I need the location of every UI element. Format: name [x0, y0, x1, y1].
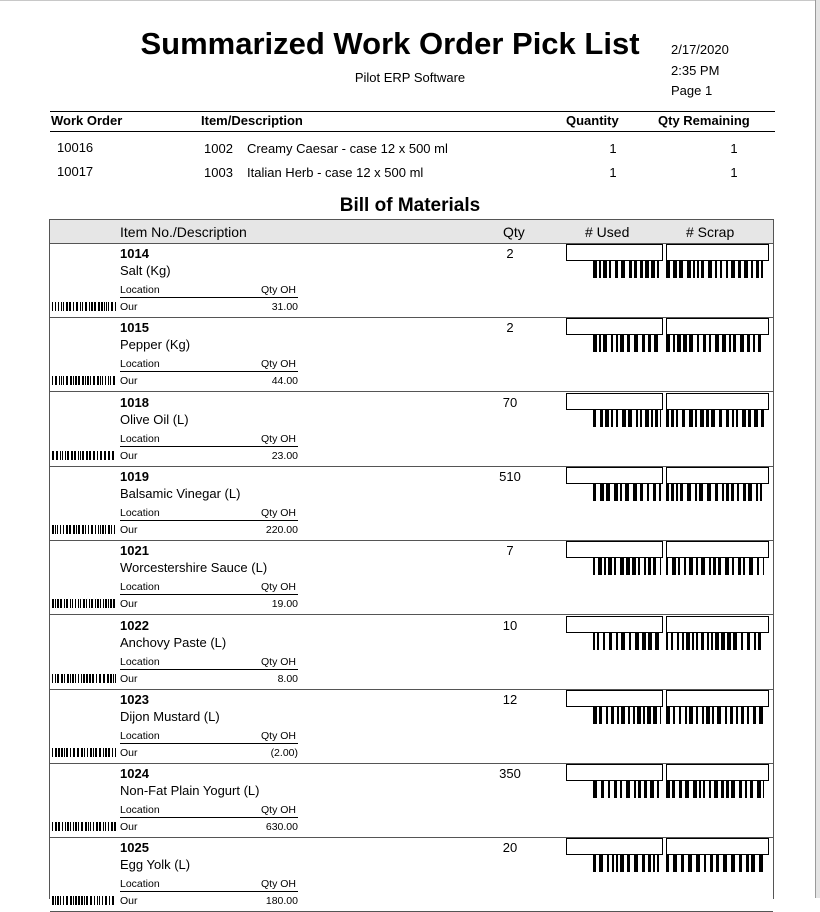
- bom-row: [50, 837, 773, 912]
- scrap-barcode: [666, 335, 764, 352]
- bom-item-description: Dijon Mustard (L): [120, 708, 220, 724]
- bom-row: [50, 615, 773, 690]
- location-header: Location: [120, 358, 160, 371]
- bom-item-code: 1023: [120, 691, 149, 707]
- scrap-barcode: [666, 633, 764, 650]
- qty-oh-header: Qty OH: [261, 878, 297, 891]
- bom-qty: 7: [506, 543, 514, 559]
- location-header: Location: [120, 655, 160, 668]
- used-entry-box[interactable]: [566, 467, 663, 484]
- bom-item-code: 1021: [120, 543, 149, 559]
- bom-col-used: # Used: [585, 224, 630, 240]
- qty-oh-header: Qty OH: [261, 432, 297, 445]
- location-header: Location: [120, 729, 160, 742]
- location-header: Location: [120, 804, 160, 817]
- scrap-entry-box[interactable]: [666, 690, 769, 707]
- wo-remaining: 1: [730, 141, 738, 156]
- bom-item-code: 1025: [120, 840, 149, 856]
- bom-item-code: 1022: [120, 617, 149, 633]
- bom-item-description: Pepper (Kg): [120, 337, 191, 353]
- qty-oh-header: Qty OH: [261, 804, 297, 817]
- bom-item-description: Olive Oil (L): [120, 411, 189, 427]
- scrap-entry-box[interactable]: [666, 838, 769, 855]
- wo-number: 10016: [57, 140, 94, 155]
- scrap-barcode: [666, 558, 764, 575]
- report-date: 2/17/2020: [671, 42, 729, 57]
- bom-qty: 2: [506, 320, 514, 336]
- col-header-work-order: Work Order: [51, 113, 123, 128]
- item-barcode: [52, 674, 116, 683]
- header-rule-top: [50, 111, 775, 112]
- qty-oh-value: 31.00: [271, 301, 298, 313]
- header-rule-bottom: [50, 131, 775, 132]
- used-barcode: [593, 410, 661, 427]
- scrap-barcode: [666, 781, 764, 798]
- scrap-entry-box[interactable]: [666, 244, 769, 261]
- bom-item-description: Egg Yolk (L): [120, 857, 191, 873]
- qty-oh-value: 220.00: [265, 523, 298, 536]
- used-entry-box[interactable]: [566, 764, 663, 781]
- location-header: Location: [120, 581, 160, 594]
- bom-row: [50, 317, 773, 392]
- used-entry-box[interactable]: [566, 838, 663, 855]
- location-rule: [120, 743, 298, 744]
- bom-row: [50, 392, 773, 467]
- wo-item: 1003: [204, 165, 233, 180]
- wo-quantity: 1: [609, 141, 617, 156]
- qty-oh-header: Qty OH: [261, 284, 297, 296]
- bom-qty: 510: [499, 468, 521, 484]
- scrap-entry-box[interactable]: [666, 393, 769, 410]
- qty-oh-header: Qty OH: [261, 655, 297, 668]
- location-rule: [120, 669, 298, 670]
- wo-number: 10017: [57, 164, 94, 179]
- bom-item-description: Worcestershire Sauce (L): [120, 560, 268, 576]
- bom-col-scrap: # Scrap: [686, 224, 735, 240]
- bom-header-row: [50, 219, 773, 244]
- bom-table: [49, 219, 774, 908]
- qty-oh-value: 630.00: [265, 821, 298, 834]
- qty-oh-header: Qty OH: [261, 729, 297, 742]
- item-barcode: [52, 376, 116, 385]
- qty-oh-value: 23.00: [271, 449, 298, 462]
- qty-oh-value: 19.00: [271, 598, 298, 611]
- location-rule: [120, 594, 298, 595]
- used-entry-box[interactable]: [566, 690, 663, 707]
- scrap-entry-box[interactable]: [666, 541, 769, 558]
- bom-item-code: 1015: [120, 320, 149, 336]
- bom-item-description: Non-Fat Plain Yogurt (L): [120, 783, 260, 799]
- report-time: 2:35 PM: [671, 63, 720, 78]
- qty-oh-value: 44.00: [271, 375, 298, 388]
- location-value: Our: [120, 301, 138, 313]
- location-rule: [120, 297, 298, 298]
- page-top-edge: [0, 0, 820, 1]
- used-barcode: [593, 261, 661, 278]
- used-barcode: [593, 855, 661, 872]
- used-entry-box[interactable]: [566, 318, 663, 335]
- bom-col-qty: Qty: [503, 224, 525, 240]
- bom-qty: 350: [499, 766, 521, 782]
- col-header-item: Item/Description: [201, 113, 303, 128]
- qty-oh-value: 180.00: [265, 895, 298, 908]
- item-barcode: [52, 748, 116, 757]
- item-barcode: [52, 451, 116, 460]
- used-entry-box[interactable]: [566, 244, 663, 261]
- wo-description: Italian Herb - case 12 x 500 ml: [247, 165, 424, 180]
- bom-qty: 2: [506, 246, 514, 261]
- location-header: Location: [120, 284, 160, 296]
- page-scrollbar[interactable]: [815, 0, 820, 898]
- bom-row: [50, 466, 773, 541]
- location-rule: [120, 371, 298, 372]
- used-barcode: [593, 335, 661, 352]
- used-entry-box[interactable]: [566, 616, 663, 633]
- location-rule: [120, 817, 298, 818]
- used-barcode: [593, 633, 661, 650]
- scrap-barcode: [666, 855, 764, 872]
- used-barcode: [593, 484, 661, 501]
- used-barcode: [593, 707, 661, 724]
- location-header: Location: [120, 878, 160, 891]
- wo-quantity: 1: [609, 165, 617, 180]
- used-entry-box[interactable]: [566, 541, 663, 558]
- location-value: Our: [120, 821, 138, 834]
- location-value: Our: [120, 746, 138, 759]
- location-rule: [120, 520, 298, 521]
- location-header: Location: [120, 432, 160, 445]
- bom-item-description: Balsamic Vinegar (L): [120, 485, 241, 501]
- location-value: Our: [120, 672, 138, 685]
- qty-oh-value: (2.00): [270, 746, 298, 759]
- bom-row: [50, 763, 773, 838]
- bom-row: [50, 689, 773, 764]
- scrap-entry-box[interactable]: [666, 318, 769, 335]
- bom-item-code: 1014: [120, 246, 149, 261]
- scrap-barcode: [666, 707, 764, 724]
- bom-item-code: 1018: [120, 394, 149, 410]
- report-title: Summarized Work Order Pick List: [140, 26, 640, 61]
- qty-oh-header: Qty OH: [261, 358, 297, 371]
- item-barcode: [52, 599, 116, 608]
- wo-remaining: 1: [730, 165, 738, 180]
- scrap-entry-box[interactable]: [666, 616, 769, 633]
- bom-row: [50, 243, 773, 318]
- bom-qty: 10: [502, 617, 518, 633]
- wo-description: Creamy Caesar - case 12 x 500 ml: [247, 141, 448, 156]
- location-rule: [120, 446, 298, 447]
- location-header: Location: [120, 506, 160, 519]
- col-header-quantity: Quantity: [566, 113, 619, 128]
- col-header-qty-remaining: Qty Remaining: [658, 113, 750, 128]
- location-rule: [120, 891, 298, 892]
- location-value: Our: [120, 895, 138, 908]
- scrap-barcode: [666, 484, 764, 501]
- wo-item: 1002: [204, 141, 233, 156]
- qty-oh-value: 8.00: [277, 672, 298, 685]
- qty-oh-header: Qty OH: [261, 581, 297, 594]
- item-barcode: [52, 302, 116, 311]
- scrap-entry-box[interactable]: [666, 467, 769, 484]
- bom-qty: 20: [502, 840, 518, 856]
- bom-qty: 70: [502, 394, 518, 410]
- location-value: Our: [120, 598, 138, 611]
- used-barcode: [593, 781, 661, 798]
- report-subtitle: Pilot ERP Software: [354, 70, 466, 85]
- scrap-barcode: [666, 410, 764, 427]
- bom-item-description: Salt (Kg): [120, 263, 171, 278]
- bom-col-item: Item No./Description: [120, 224, 247, 240]
- item-barcode: [52, 822, 116, 831]
- location-value: Our: [120, 449, 138, 462]
- scrap-barcode: [666, 261, 764, 278]
- item-barcode: [52, 525, 116, 534]
- bom-item-code: 1024: [120, 766, 149, 782]
- qty-oh-header: Qty OH: [261, 506, 297, 519]
- used-entry-box[interactable]: [566, 393, 663, 410]
- report-page: Page 1: [671, 83, 713, 98]
- bom-row: [50, 540, 773, 615]
- bom-qty: 12: [502, 691, 518, 707]
- used-barcode: [593, 558, 661, 575]
- bom-item-description: Anchovy Paste (L): [120, 634, 227, 650]
- location-value: Our: [120, 523, 138, 536]
- location-value: Our: [120, 375, 138, 388]
- scrap-entry-box[interactable]: [666, 764, 769, 781]
- bom-title: Bill of Materials: [339, 195, 481, 216]
- bom-item-code: 1019: [120, 468, 149, 484]
